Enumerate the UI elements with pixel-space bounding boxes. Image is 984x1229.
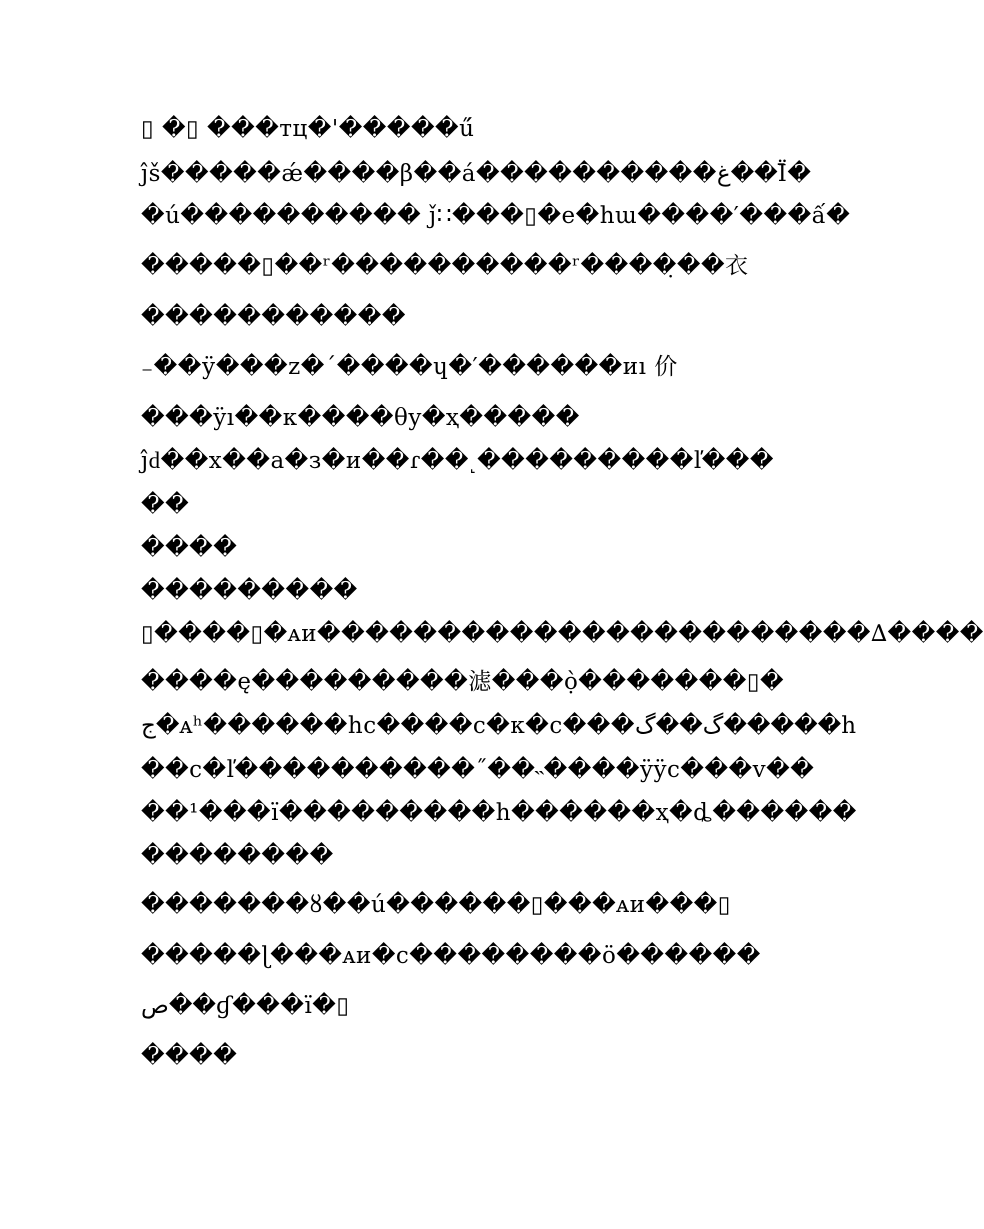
text-line: ��c�ľ����������˝��˵����ÿÿc���v�� — [141, 757, 815, 783]
text-line: �����▯��ʳ����������ʳ����̣��衣 — [141, 253, 749, 279]
text-line: ▯ �▯ ���тц�'�����ű́ — [141, 116, 475, 142]
text-line: ص��ɠ���ï�▯ — [141, 993, 350, 1019]
text-line: ��������� — [141, 578, 358, 604]
text-line: ₋��ӱ���z�ˊ����ɥ�′������иı 价 — [141, 354, 678, 380]
text-line: ����ę���������滤���ọ̀�������▯� — [141, 669, 785, 695]
text-line: �� — [141, 492, 190, 518]
text-line: �����ɭ���ᴀи�c��������ö������ — [141, 943, 761, 969]
text-line: ĵš�����ǽ����β��á����������غ��Ï̄� — [141, 161, 812, 187]
text-line: ج�ᴀʰ������hc����c�к�c���گ��گ�����h — [141, 713, 857, 739]
text-line: ���� — [141, 1043, 238, 1069]
text-line: ĵԁ��х��а�з�и��ɾ��˻���������ľ��� — [141, 448, 774, 474]
text-line: �������� — [141, 843, 334, 869]
text-line: ��¹���ï���������h������ҳ�ȡ������ — [141, 800, 857, 826]
text-line: �ú���������� ǰ∷���▯�e�hɯ����′���ấ� — [141, 203, 851, 229]
text-line: �������ȣ��ú������▯���ᴀи���▯ — [141, 892, 731, 918]
text-line: ����������� — [141, 304, 406, 330]
text-line: ���ÿı��к����θy�ҳ����� — [141, 405, 580, 431]
text-line: ���� — [141, 535, 238, 561]
text-line: ▯����▯�ᴀи�����������������������∆���� — [141, 621, 984, 647]
